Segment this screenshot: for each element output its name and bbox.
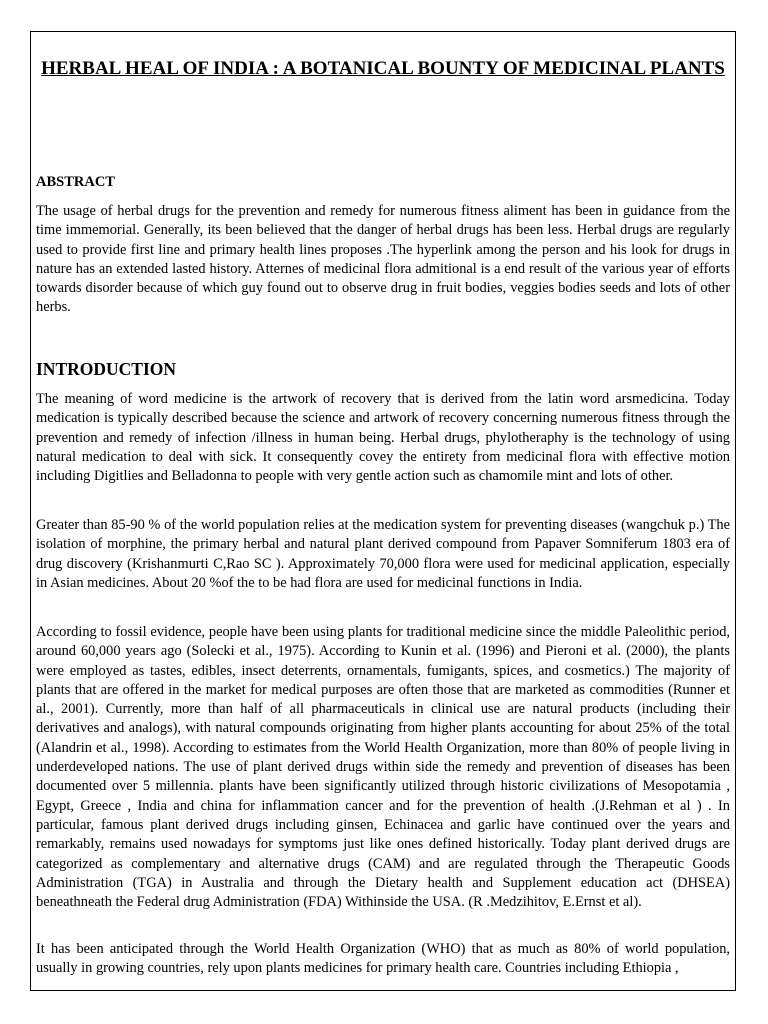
- introduction-paragraph-3: According to fossil evidence, people have been using plants for traditional medicine since the middle Paleolithic period, around 60,000 years ago (Solecki et al., 1975). According to Kunin et al. (1996) and Pieroni et al. (2000), the plants were employed as tastes, edibles, insect deterrents, ornamentals, fumigants, spices, and cosmetics.) The majority of plants that are offered in the market for medical purposes are often those that are marketed as commodities (Runner et al., 2001). Currently, more than half of all pharmaceuticals in clinical use are natural products (including their derivatives and analogs), with natural compounds originating from higher plants accounting for about 25% of the total (Alandrin et al., 1998). According to estimates from the World Health Organization, more than 80% of people living in underdeveloped nations. The use of plant derived drugs within side the remedy and prevention of diseases has been documented over 5 millennia. plants have been significantly utilized through historic civilizations of Mesopotamia , Egypt, Greece , India and china for inflammation cancer and for the prevention of health .(J.Rehman et al ) . In particular, famous plant derived drugs including ginsen, Echinacea and garlic have continued over the years and remarkably, remains used nowadays for symptoms just like ones defined historically. Today plant derived drugs are categorized as complementary and alternative drugs (CAM) and are regulated through the Therapeutic Goods Administration (TGA) in Australia and through the Dietary health and Supplement education act (DHSEA) beneathneath the Federal drug Administration (FDA) Withinside the USA. (R .Medzihitov, E.Ernst et al).: [36, 624, 730, 911]
- introduction-heading: INTRODUCTION: [36, 359, 177, 379]
- abstract-paragraph: The usage of herbal drugs for the prevention and remedy for numerous fitness aliment has been in guidance from the time immemorial. Generally, its been believed that the danger of herbal drugs has been less. Herbal drugs are regularly used to provide first line and primary health lines proposes .The hyperlink among the person and his look for drugs in nature has an extended lasted history. Atternes of medicinal flora admitional is a end result of the various year of efforts towards disorder because of which guy found out to observe drug in fruit bodies, veggies bodies seeds and lots of other herbs.: [36, 203, 730, 316]
- introduction-paragraph-2: Greater than 85-90 % of the world population relies at the medication system for preventing diseases (wangchuk p.) The isolation of morphine, the primary herbal and natural plant derived compound from Papaver Somniferum 1803 era of drug discovery (Krishanmurti C,Rao SC ). Approximately 70,000 flora were used for medicinal application, especially in Asian medicines. About 20 %of the to be had flora are used for medicinal functions in India.: [36, 517, 730, 591]
- document-page: [30, 31, 736, 991]
- document-title: HERBAL HEAL OF INDIA : A BOTANICAL BOUNTY OF MEDICINAL PLANTS: [41, 58, 725, 79]
- introduction-paragraph-4: It has been anticipated through the World Health Organization (WHO) that as much as 80% of world population, usually in growing countries, rely upon plants medicines for primary health care. Countries including Ethiopia ,: [36, 941, 730, 977]
- abstract-heading: ABSTRACT: [36, 174, 115, 190]
- introduction-paragraph-1: The meaning of word medicine is the artwork of recovery that is derived from the latin word arsmedicina. Today medication is typically described because the science and artwork of recovery concerning numerous fitness through the prevention and remedy of infection /illness in human being. Herbal drugs, phylotheraphy is the technology of using natural medication to deal with sick. It consequently covey the entirety from medicinal flora with effective motion including Digitlies and Belladonna to people with very gentle action such as chamomile mint and lots of other.: [36, 391, 730, 485]
